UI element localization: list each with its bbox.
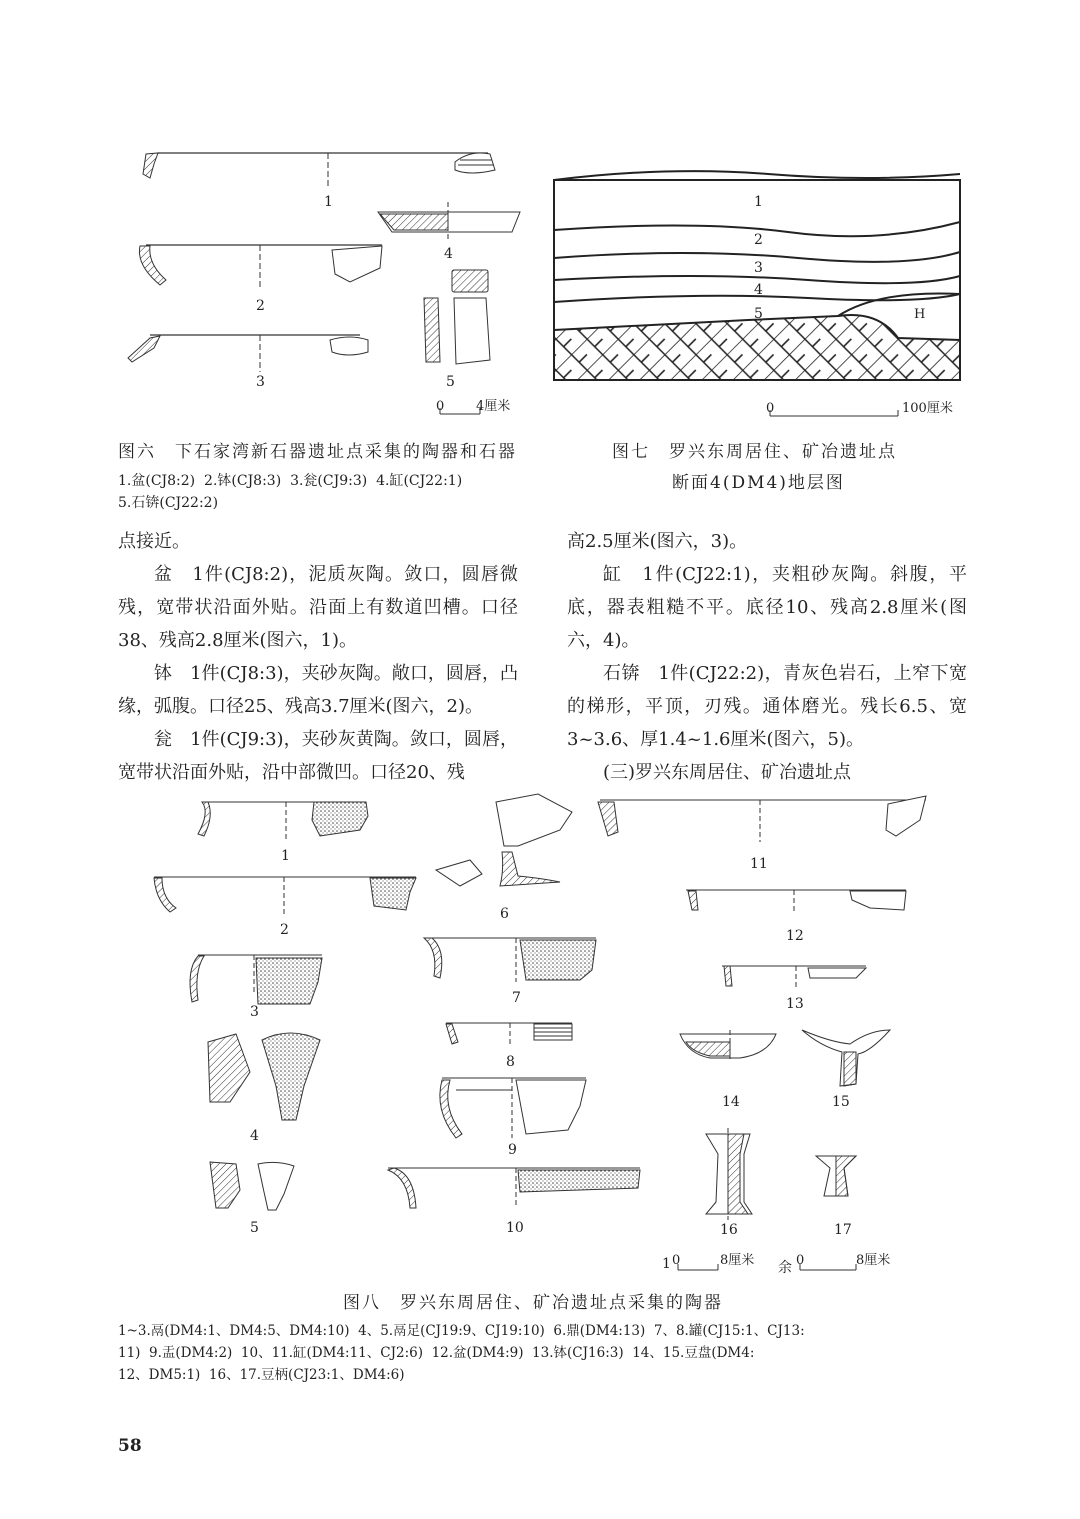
- fig8-label-8: 8: [506, 1054, 515, 1070]
- fig8-label-6: 6: [500, 906, 509, 922]
- fig8-label-7: 7: [512, 990, 521, 1006]
- fig8-label-14: 14: [722, 1094, 740, 1110]
- layer-label-5: 5: [754, 306, 763, 322]
- scale2-zero: 0: [796, 1253, 805, 1268]
- right-para-2: 石锛 1件(CJ22:2)，青灰色岩石，上窄下宽的梯形，平顶，刃残。通体磨光。残长6.5、宽3~3.6、厚1.4~1.6厘米(图六，5)。: [567, 663, 967, 750]
- right-para-1: 缸 1件(CJ22:1)，夹粗砂灰陶。斜腹，平底，器表粗糙不平。底径10、残高2.8厘米(图六，4)。: [567, 564, 967, 651]
- fig8-label-2: 2: [280, 922, 289, 938]
- scale1-max: 8厘米: [720, 1253, 755, 1268]
- vessel-5-stone-adze: [424, 270, 490, 364]
- layer-label-2: 2: [754, 232, 763, 248]
- scale1-left: 1: [662, 1256, 671, 1272]
- vessel-3-urn: [128, 335, 368, 372]
- vessel-9-yu: [440, 1078, 586, 1138]
- fig7-scale-max: 100厘米: [902, 401, 953, 416]
- layer-label-3: 3: [754, 260, 763, 276]
- fig7-title-line1: 图七 罗兴东周居住、矿冶遗址点: [612, 442, 897, 462]
- vessel-2-bowl: [139, 245, 382, 288]
- left-para-3: 瓮 1件(CJ9:3)，夹砂灰黄陶。敛口，圆唇，宽带状沿面外贴，沿中部微凹。口径20、残: [118, 729, 518, 783]
- fig7-scale-bar: [770, 410, 898, 416]
- fig6-scale-zero: 0: [436, 399, 445, 414]
- vessel-11-vat: [598, 796, 926, 842]
- vessel-17-dou-stem: [816, 1156, 856, 1196]
- fig8-label-10: 10: [506, 1220, 524, 1236]
- body-left-column: [118, 525, 518, 789]
- figure-6-drawing: [110, 140, 540, 430]
- fig8-label-5: 5: [250, 1220, 259, 1236]
- page-number: 58: [118, 1436, 142, 1456]
- vessel-6-ding: [436, 794, 572, 886]
- fig7-scale-zero: 0: [766, 401, 775, 416]
- vessel-1-li: [198, 802, 368, 840]
- body-right-column: [567, 525, 967, 789]
- fig8-legend-line2: 11) 9.盂(DM4:2) 10、11.缸(DM4:11、CJ2:6) 12.盆(DM4:9) 13.钵(CJ16:3) 14、15.豆盘(DM4:: [118, 1345, 755, 1361]
- left-para-0: 点接近。: [118, 531, 190, 552]
- right-para-3: (三)罗兴东周居住、矿冶遗址点: [603, 762, 852, 783]
- vessel-1-basin: [143, 153, 495, 188]
- scale2-max: 8厘米: [856, 1253, 891, 1268]
- fig6-label-2: 2: [256, 298, 265, 314]
- fig6-label-5: 5: [446, 374, 455, 390]
- fig8-legend-line1: 1~3.鬲(DM4:1、DM4:5、DM4:10) 4、5.鬲足(CJ19:9、CJ19:10) 6.鼎(DM4:13) 7、8.罐(CJ15:1、CJ13:: [118, 1323, 805, 1339]
- vessel-4-vat: [378, 202, 520, 240]
- left-para-1: 盆 1件(CJ8:2)，泥质灰陶。敛口，圆唇微残，宽带状沿面外贴。沿面上有数道凹槽。口径38、残高2.8厘米(图六，1)。: [118, 564, 518, 651]
- layer-label-1: 1: [754, 194, 763, 210]
- figure-8-drawing: [140, 790, 940, 1280]
- layer-label-4: 4: [754, 282, 763, 298]
- fig8-title: 图八 罗兴东周居住、矿冶遗址点采集的陶器: [343, 1293, 723, 1313]
- vessel-8-jar: [446, 1023, 572, 1046]
- fig6-title: 图六 下石家湾新石器遗址点采集的陶器和石器: [118, 442, 517, 462]
- fig6-scale-bar: [440, 408, 480, 414]
- vessel-4-li-foot: [208, 1033, 320, 1120]
- fig8-label-4: 4: [250, 1128, 259, 1144]
- vessel-13-bo: [722, 966, 866, 990]
- fig6-scale-max: 4厘米: [476, 399, 511, 414]
- fig8-label-12: 12: [786, 928, 804, 944]
- fig8-scale-bars: [660, 1246, 920, 1278]
- vessel-3-li: [190, 955, 322, 1004]
- fig8-label-9: 9: [508, 1142, 517, 1158]
- fig8-label-13: 13: [786, 996, 804, 1012]
- fig8-label-3: 3: [250, 1004, 259, 1020]
- fig6-label-3: 3: [256, 374, 265, 390]
- vessel-2-li: [154, 877, 416, 914]
- fig6-legend-line1: 1.盆(CJ8:2) 2.钵(CJ8:3) 3.瓮(CJ9:3) 4.缸(CJ22:1): [118, 473, 463, 489]
- fig8-label-16: 16: [720, 1222, 738, 1238]
- left-para-2: 钵 1件(CJ8:3)，夹砂灰陶。敞口，圆唇，凸缘，弧腹。口径25、残高3.7厘米(图六，2)。: [118, 663, 518, 717]
- fig8-label-1: 1: [281, 848, 290, 864]
- fig8-legend-line3: 12、DM5:1) 16、17.豆柄(CJ23:1、DM4:6): [118, 1367, 405, 1383]
- pit-label-h: H: [914, 307, 926, 322]
- vessel-14-dou-plate: [680, 1030, 776, 1060]
- fig6-label-1: 1: [324, 194, 333, 210]
- scale1-zero: 0: [672, 1253, 681, 1268]
- fig6-legend-line2: 5.石锛(CJ22:2): [118, 495, 219, 511]
- fig8-label-15: 15: [832, 1094, 850, 1110]
- vessel-15-dou-plate: [802, 1030, 890, 1086]
- fig8-label-17: 17: [834, 1222, 852, 1238]
- scale2-left: 余: [778, 1260, 792, 1276]
- fig7-title-line2: 断面4(DM4)地层图: [672, 473, 845, 493]
- vessel-5-li-foot: [210, 1162, 294, 1210]
- vessel-7-jar: [424, 938, 596, 982]
- vessel-16-dou-stem: [706, 1128, 752, 1220]
- vessel-12-basin: [686, 890, 906, 914]
- figure-7-stratigraphy: [548, 160, 968, 430]
- fig8-label-11: 11: [750, 856, 768, 872]
- vessel-10-vat: [388, 1168, 640, 1208]
- right-para-0: 高2.5厘米(图六，3)。: [567, 531, 748, 552]
- fig6-label-4: 4: [444, 246, 453, 262]
